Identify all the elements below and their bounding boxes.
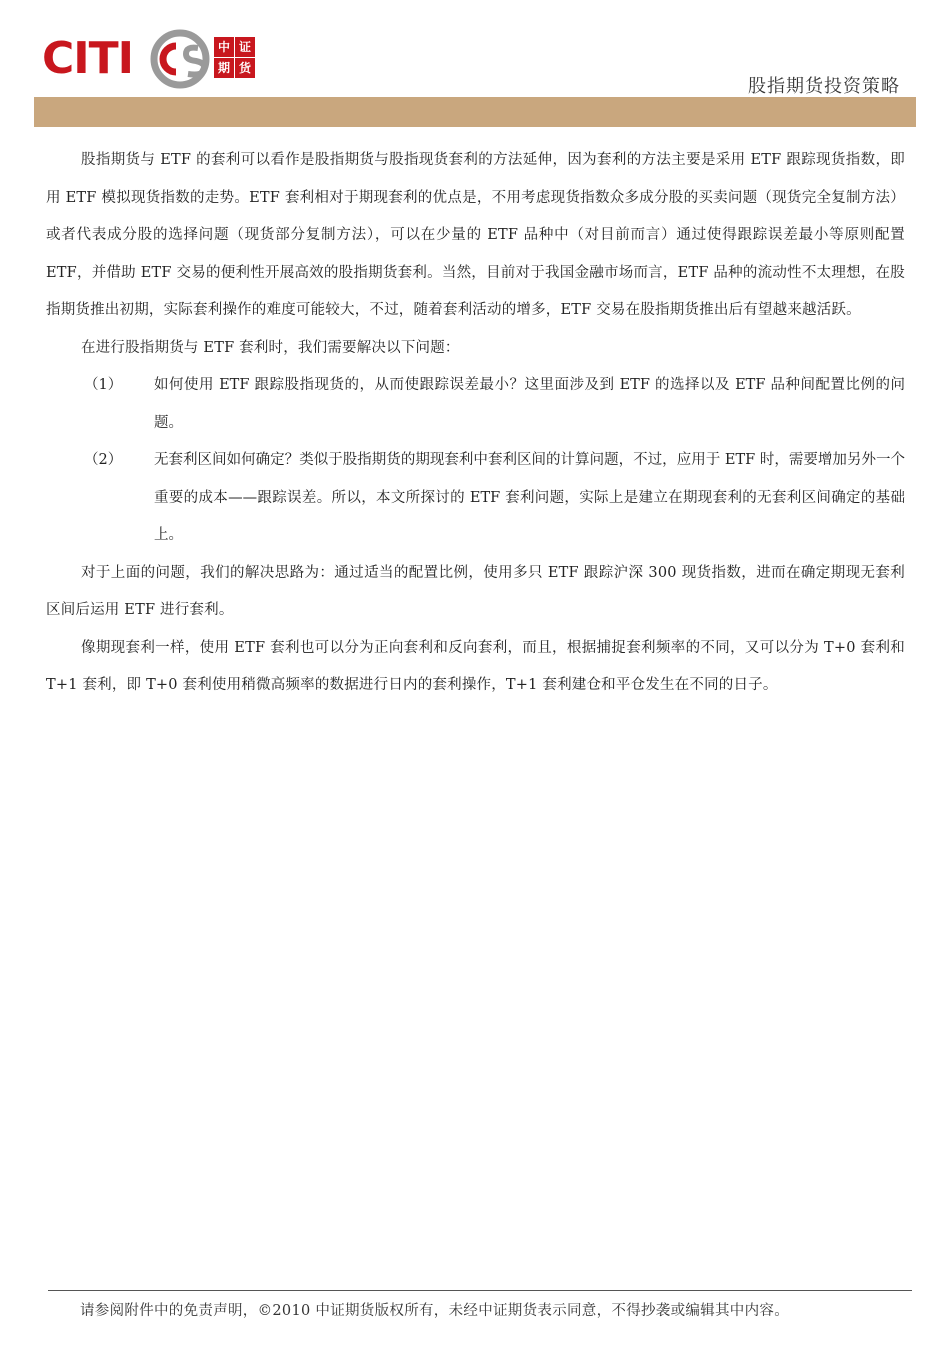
logo-cs-ring-icon: [146, 28, 216, 90]
logo-wordmark: CITI: [42, 33, 134, 84]
document-body: [46, 142, 905, 705]
list-item-number: （2）: [84, 452, 123, 468]
company-logo: [42, 28, 262, 90]
logo-char: 期: [214, 58, 234, 78]
footer-disclaimer: 请参阅附件中的免责声明，©2010 中证期货版权所有，未经中证期货表示同意，不得抄袭或编辑其中内容。: [80, 1303, 790, 1319]
logo-char: 证: [235, 37, 255, 57]
body-paragraph: 在进行股指期货与 ETF 套利时，我们需要解决以下问题：: [81, 339, 460, 356]
list-item-text: 如何使用 ETF 跟踪股指现货的，从而使跟踪误差最小？这里面涉及到 ETF 的选择以及 ETF 品种间配置比例的问题。: [154, 377, 905, 431]
body-paragraph: 像期现套利一样，使用 ETF 套利也可以分为正向套利和反向套利，而且，根据捕捉套利频率的不同，又可以分为 T+0 套利和 T+1 套利，即 T+0 套利使用稍微高频率的数据进行日内的套利操作，T+1 套利建仓和平仓发生在不同的日子。: [46, 639, 905, 693]
footer-divider: [48, 1290, 912, 1291]
body-paragraph: 股指期货与 ETF 的套利可以看作是股指期货与股指现货套利的方法延伸，因为套利的方法主要是采用 ETF 跟踪现货指数，即用 ETF 模拟现货指数的走势。ETF 套利相对于期现套利的优点是，不用考虑现货指数众多成分股的买卖问题（现货完全复制方法）或者代表成分股的选择问题（现货部分复制方法），可以在少量的 ETF 品种中（对目前而言）通过使得跟踪误差最小等原则配置 ETF，并借助 ETF 交易的便利性开展高效的股指期货套利。当然，目前对于我国金融市场而言，ETF 品种的流动性不太理想，在股指期货推出初期，实际套利操作的难度可能较大，不过，随着套利活动的增多，ETF 交易在股指期货推出后有望越来越活跃。: [46, 152, 905, 318]
logo-char: 中: [214, 37, 234, 57]
body-paragraph: 对于上面的问题，我们的解决思路为：通过适当的配置比例，使用多只 ETF 跟踪沪深 300 现货指数，进而在确定期现无套利区间后运用 ETF 进行套利。: [46, 564, 905, 618]
list-item: [46, 367, 905, 442]
list-item-text: 无套利区间如何确定？类似于股指期货的期现套利中套利区间的计算问题，不过，应用于 ETF 时，需要增加另外一个重要的成本——跟踪误差。所以，本文所探讨的 ETF 套利问题，实际上是建立在期现套利的无套利区间确定的基础上。: [154, 452, 905, 543]
logo-char: 货: [235, 58, 255, 78]
document-header-title: 股指期货投资策略: [748, 76, 900, 97]
list-item-number: （1）: [84, 377, 123, 393]
logo-chinese-block: [214, 37, 255, 78]
header-band: [34, 97, 916, 127]
list-item: [46, 442, 905, 555]
